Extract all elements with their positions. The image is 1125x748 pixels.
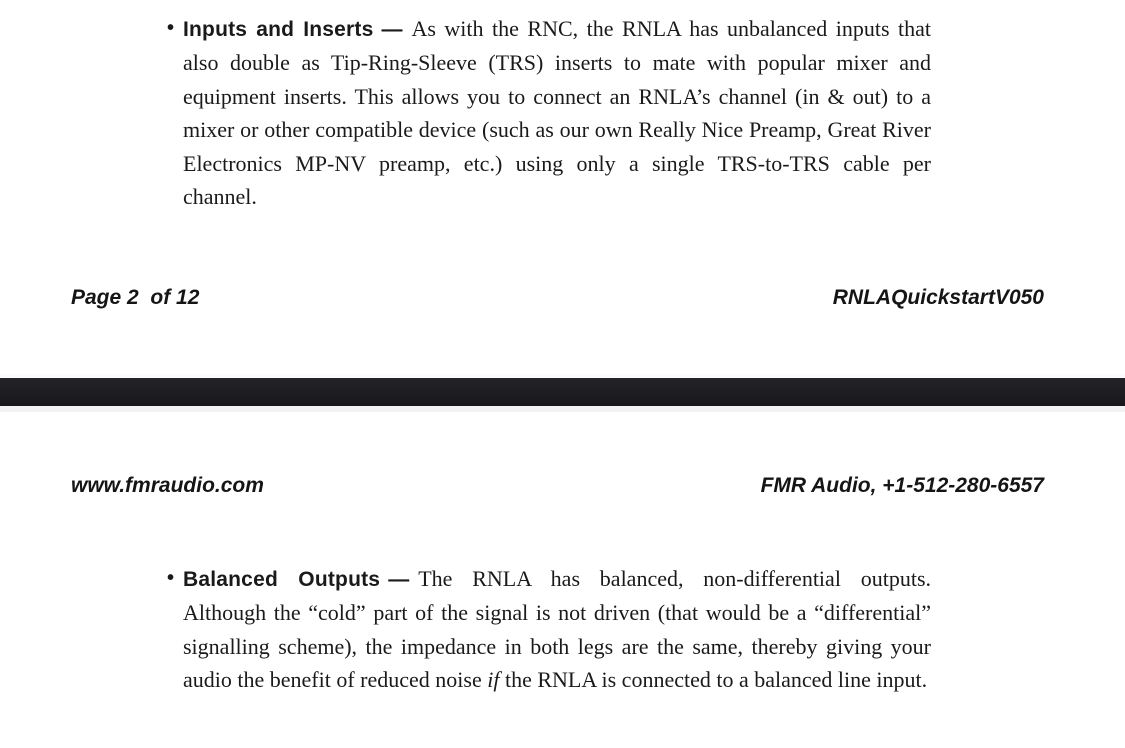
- paragraph-inputs-and-inserts: [183, 12, 931, 213]
- document-version-label: RNLAQuickstartV050: [832, 286, 1044, 309]
- page-number-label: Page 2 of 12: [71, 286, 200, 309]
- bullet-item-title: Inputs and Inserts: [183, 18, 374, 41]
- bullet-icon: •: [167, 17, 175, 39]
- website-url-label: www.fmraudio.com: [71, 474, 264, 497]
- em-dash: —: [388, 568, 410, 591]
- bullet-item-body: As with the RNC, the RNLA has unbalanced inputs that also double as Tip-Ring-Sleeve (TRS) inserts to mate with popular mixer and equipment inserts. This allows you to connect an RNLA’s channel (in & out) to a mixer or other compatible device (such as our own Really Nice Preamp, Great River Electronics MP-NV preamp, etc.) using only a single TRS-to-TRS cable per channel.: [183, 16, 931, 210]
- contact-info-label: FMR Audio, +1-512-280-6557: [760, 474, 1044, 497]
- bullet-item-body-start: The RNLA has balanced, non-differential outputs. Although the “cold” part of the signal is not driven (that would be a “differential” signalling scheme), the impedance in both legs are the same, thereby giving your audio the benefit of reduced noise: [183, 566, 932, 693]
- page-separator-bar: [0, 378, 1125, 406]
- bullet-item-inputs-and-inserts: [167, 12, 931, 213]
- page-top-edge: [0, 406, 1125, 412]
- bullet-item-balanced-outputs: [167, 562, 932, 697]
- italic-word-if: if: [487, 667, 500, 693]
- page-footer: [71, 285, 1044, 311]
- bullet-item-title: Balanced Outputs: [183, 568, 381, 591]
- bullet-icon: •: [167, 567, 175, 589]
- em-dash: —: [381, 18, 403, 41]
- paragraph-balanced-outputs: [183, 562, 931, 697]
- bullet-item-body-end: the RNLA is connected to a balanced line input.: [499, 667, 928, 693]
- page-header: [71, 473, 1044, 499]
